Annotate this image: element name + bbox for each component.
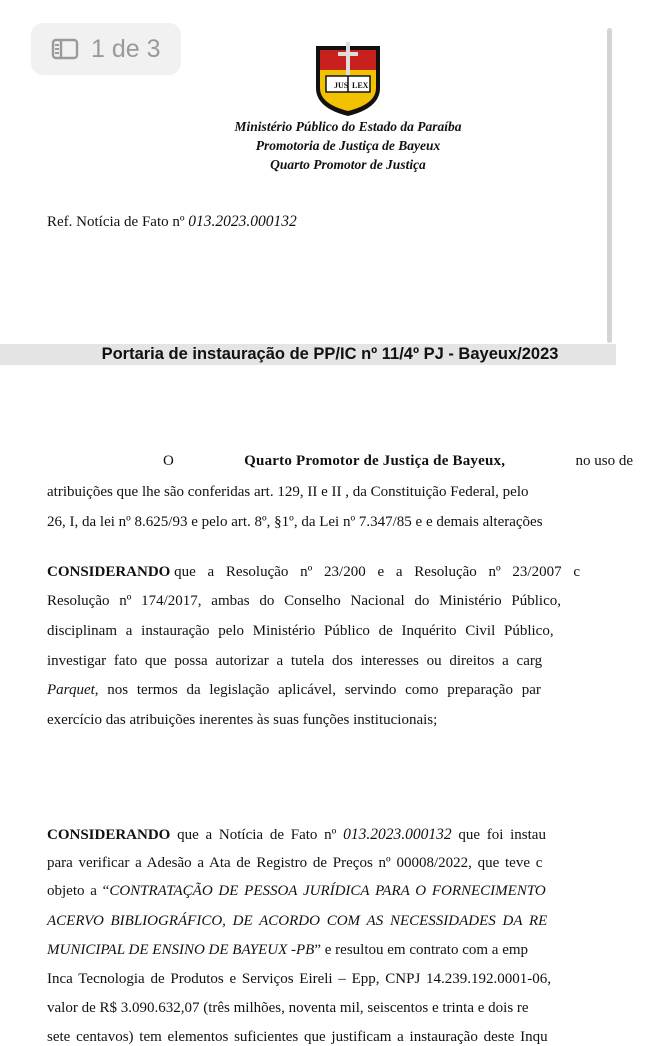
p2-line-3: disciplinam a instauração pelo Ministério Público de Inquérito Civil Público, [47,623,554,639]
p2-considerando: CONSIDERANDO [47,564,171,580]
header-line-3: Quarto Promotor de Justiça [270,157,426,172]
header-line-2: Promotoria de Justiça de Bayeux [255,138,441,153]
header-line-1: Ministério Público do Estado da Paraíba [234,119,462,134]
p1-word-o: O [163,453,174,469]
p3-line-6: Inca Tecnologia de Produtos e Serviços Eireli – Epp, CNPJ 14.239.192.0001-06, [47,971,552,987]
p3-line-1-b: que foi instau [458,827,546,843]
p1-line-3: 26, I, da lei nº 8.625/93 e pelo art. 8º, §1º, da Lei nº 7.347/85 e e demais alterações [47,514,543,530]
reference-line [47,213,297,231]
sidebar-pages-icon [51,38,79,60]
p3-considerando: CONSIDERANDO [47,827,171,843]
p3-line-5: ” e resultou em contrato com a emp [314,942,529,958]
document-title: Portaria de instauração de PP/IC nº 11/4º PJ - Bayeux/2023 [101,345,559,363]
reference-label: Ref. Notícia de Fato nº [47,214,185,230]
svg-text:JUS: JUS [334,81,349,90]
p2-line-1: que a Resolução nº 23/200 e a Resolução nº 23/2007 c [174,564,581,580]
p3-notice-number: 013.2023.000132 [343,826,452,843]
p3-line-2: para verificar a Adesão a Ata de Registro de Preços nº 00008/2022, que teve c [47,855,543,871]
p3-line-5-italic: MUNICIPAL DE ENSINO DE BAYEUX -PB [47,942,315,958]
page-indicator[interactable] [31,23,181,75]
p2-line-2: Resolução nº 174/2017, ambas do Conselho Nacional do Ministério Público, [47,593,562,609]
page-indicator-label: 1 de 3 [91,34,161,63]
p3-line-3-a: objeto a “ [47,883,110,899]
p1-line1-end: no uso de [575,453,633,469]
p3-line-7: valor de R$ 3.090.632,07 (três milhões, noventa mil, seiscentos e trinta e dois re [47,1000,529,1016]
p2-parquet: Parquet [47,682,95,698]
p1-line-2: atribuições que lhe são conferidas art. 129, II e II , da Constituição Federal, pelo [47,484,529,500]
p2-line-4: investigar fato que possa autorizar a tutela dos interesses ou direitos a carg [47,653,543,669]
p2-line-5: , nos termos da legislação aplicável, servindo como preparação par [94,682,541,698]
ministerio-publico-logo [312,40,384,118]
p2-line-6: exercício das atribuições inerentes às suas funções institucionais; [47,712,438,728]
p1-promotor-name: Quarto Promotor de Justiça de Bayeux, [244,453,506,469]
reference-number: 013.2023.000132 [188,213,297,230]
p3-line-3-italic: CONTRATAÇÃO DE PESSOA JURÍDICA PARA O FORNECIMENTO [109,883,546,899]
p3-line-4-italic: ACERVO BIBLIOGRÁFICO, DE ACORDO COM AS NECESSIDADES DA RE [47,913,548,929]
vertical-scrollbar[interactable] [607,28,612,343]
svg-text:LEX: LEX [352,81,369,90]
document-header [0,117,616,174]
p3-line-8: sete centavos) tem elementos suficientes que justificam a instauração deste Inqu [47,1029,548,1045]
p3-line-1-a: que a Notícia de Fato nº [177,827,337,843]
